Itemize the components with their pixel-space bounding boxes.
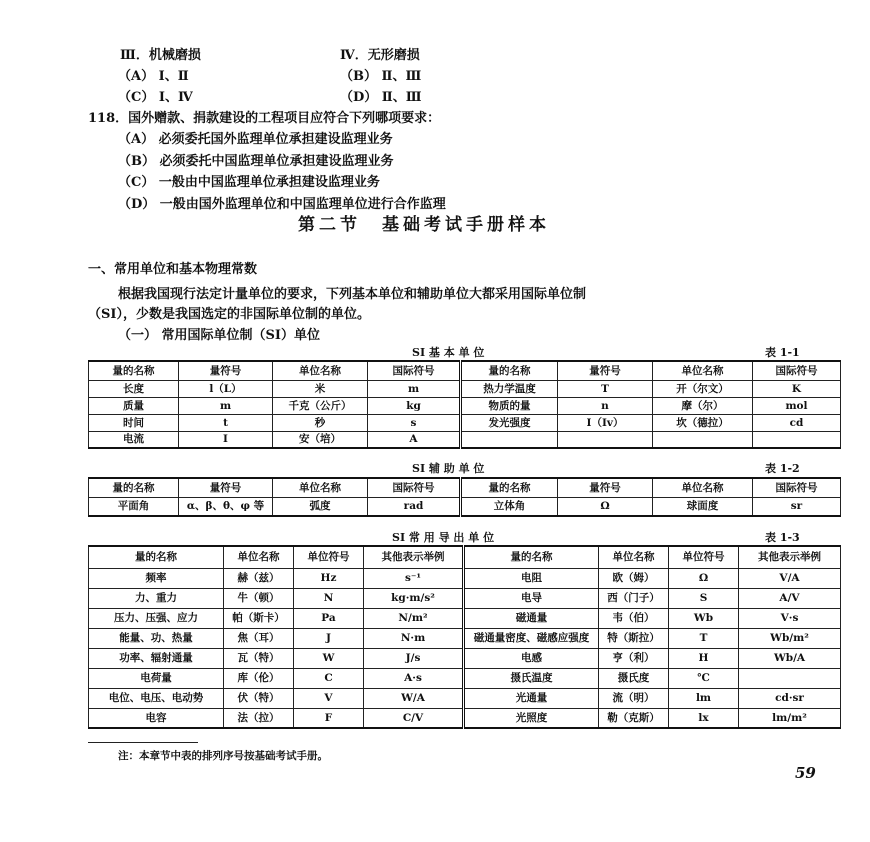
table-cell: 流（明） — [599, 688, 669, 708]
table-cell: 热力学温度 — [461, 380, 558, 397]
column-header: 其他表示举例 — [364, 546, 464, 568]
table-cell: 球面度 — [653, 497, 753, 516]
column-header: 量符号 — [179, 361, 273, 380]
table-cell: 瓦（特） — [224, 648, 294, 668]
table-cell: 伏（特） — [224, 688, 294, 708]
column-header: 单位符号 — [294, 546, 364, 568]
column-header: 量符号 — [179, 478, 273, 497]
table-cell: s⁻¹ — [364, 568, 464, 588]
table-cell: A — [368, 431, 461, 448]
choice-b: （B） Ⅱ、Ⅲ — [340, 69, 422, 84]
table-cell: 压力、压强、应力 — [89, 608, 224, 628]
table-cell — [653, 431, 753, 448]
table-cell: Hz — [294, 568, 364, 588]
table-row — [89, 688, 841, 708]
table-si-derived-units — [88, 545, 841, 729]
choice-d: （D） Ⅱ、Ⅲ — [340, 90, 422, 105]
table-cell: 电导 — [464, 588, 599, 608]
table-cell: 磁通量 — [464, 608, 599, 628]
paragraph-line-1: 根据我国现行法定计量单位的要求，下列基本单位和辅助单位大都采用国际单位制 — [118, 287, 587, 302]
table-cell: T — [558, 380, 653, 397]
table-cell: lm — [669, 688, 739, 708]
table-cell: 光照度 — [464, 708, 599, 728]
table-cell: 弧度 — [273, 497, 368, 516]
table-cell: F — [294, 708, 364, 728]
table-1-2-number: 表 1-2 — [765, 462, 800, 475]
table-cell: W — [294, 648, 364, 668]
table-cell: 立体角 — [461, 497, 558, 516]
table-cell: 功率、辐射通量 — [89, 648, 224, 668]
table-header-row — [89, 361, 841, 380]
table-cell: 电感 — [464, 648, 599, 668]
table-cell: 磁通量密度、磁感应强度 — [464, 628, 599, 648]
subheading-si-units: （一） 常用国际单位制（SI）单位 — [118, 328, 320, 343]
table-cell: 赫（兹） — [224, 568, 294, 588]
table-cell: Ω — [558, 497, 653, 516]
table-row — [89, 708, 841, 728]
q118-b: （B） 必须委托中国监理单位承担建设监理业务 — [118, 154, 394, 169]
column-header: 单位名称 — [273, 361, 368, 380]
table-cell: kg — [368, 397, 461, 414]
table-row — [89, 431, 841, 448]
column-header: 量的名称 — [461, 361, 558, 380]
table-cell: 秒 — [273, 414, 368, 431]
table-cell: 坎（德拉） — [653, 414, 753, 431]
column-header: 国际符号 — [368, 361, 461, 380]
table-cell: 力、重力 — [89, 588, 224, 608]
footnote-divider — [88, 742, 198, 743]
column-header: 量的名称 — [461, 478, 558, 497]
table-cell: 特（斯拉） — [599, 628, 669, 648]
table-cell: I（Iv） — [558, 414, 653, 431]
table-cell: l（L） — [179, 380, 273, 397]
paragraph-line-2: （SI），少数是我国选定的非国际单位制的单位。 — [88, 307, 370, 322]
q118-d: （D） 一般由国外监理单位和中国监理单位进行合作监理 — [118, 197, 446, 212]
heading-1: 一、常用单位和基本物理常数 — [88, 262, 258, 277]
table-cell: 光通量 — [464, 688, 599, 708]
column-header: 量的名称 — [89, 478, 179, 497]
column-header: 量符号 — [558, 478, 653, 497]
table-cell: V/A — [739, 568, 841, 588]
table-cell: 摄氏温度 — [464, 668, 599, 688]
table-cell: Pa — [294, 608, 364, 628]
table-cell: 西（门子） — [599, 588, 669, 608]
table-cell — [739, 668, 841, 688]
table-1-1-title: SI 基 本 单 位 — [412, 346, 485, 359]
table-cell: C — [294, 668, 364, 688]
table-row — [89, 568, 841, 588]
table-cell: J — [294, 628, 364, 648]
column-header: 量的名称 — [464, 546, 599, 568]
table-cell: 质量 — [89, 397, 179, 414]
table-row — [89, 668, 841, 688]
table-cell: n — [558, 397, 653, 414]
table-cell: 开（尔文） — [653, 380, 753, 397]
table-cell: N — [294, 588, 364, 608]
table-1-2-title: SI 辅 助 单 位 — [412, 462, 485, 475]
table-1-3-title: SI 常 用 导 出 单 位 — [392, 531, 495, 544]
table-cell: H — [669, 648, 739, 668]
table-cell: mol — [753, 397, 841, 414]
table-cell — [558, 431, 653, 448]
section-title: 第二节 基础考试手册样本 — [298, 215, 550, 235]
table-cell: Wb — [669, 608, 739, 628]
table-cell: J/s — [364, 648, 464, 668]
table-row — [89, 397, 841, 414]
table-cell: ℃ — [669, 668, 739, 688]
table-cell: Wb/A — [739, 648, 841, 668]
table-cell: 电荷量 — [89, 668, 224, 688]
question-118: 118．国外赠款、捐款建设的工程项目应符合下列哪项要求： — [88, 111, 441, 126]
table-cell: N·m — [364, 628, 464, 648]
table-cell: 欧（姆） — [599, 568, 669, 588]
table-cell: 电位、电压、电动势 — [89, 688, 224, 708]
table-row — [89, 648, 841, 668]
option-iv: Ⅳ．无形磨损 — [340, 48, 420, 63]
column-header: 量的名称 — [89, 546, 224, 568]
table-row — [89, 414, 841, 431]
column-header: 国际符号 — [368, 478, 461, 497]
table-row — [89, 497, 841, 516]
table-1-1-number: 表 1-1 — [765, 346, 800, 359]
column-header: 单位名称 — [224, 546, 294, 568]
table-cell: I — [179, 431, 273, 448]
column-header: 国际符号 — [753, 478, 841, 497]
page-number: 59 — [795, 764, 816, 782]
choice-c: （C） Ⅰ、Ⅳ — [118, 90, 193, 105]
table-cell: 安（培） — [273, 431, 368, 448]
table-cell — [461, 431, 558, 448]
table-cell: 能量、功、热量 — [89, 628, 224, 648]
table-cell: 摩（尔） — [653, 397, 753, 414]
table-cell: α、β、θ、φ 等 — [179, 497, 273, 516]
table-cell: 电容 — [89, 708, 224, 728]
table-cell: C/V — [364, 708, 464, 728]
table-si-base-units — [88, 360, 841, 449]
table-cell: W/A — [364, 688, 464, 708]
table-1-3-number: 表 1-3 — [765, 531, 800, 544]
table-row — [89, 608, 841, 628]
column-header: 量的名称 — [89, 361, 179, 380]
column-header: 单位名称 — [599, 546, 669, 568]
table-cell: A·s — [364, 668, 464, 688]
table-cell: A/V — [739, 588, 841, 608]
table-cell: 千克（公斤） — [273, 397, 368, 414]
table-cell: 电阻 — [464, 568, 599, 588]
table-cell: 物质的量 — [461, 397, 558, 414]
column-header: 量符号 — [558, 361, 653, 380]
table-cell: 勒（克斯） — [599, 708, 669, 728]
footnote: 注：本章节中表的排列序号按基础考试手册。 — [118, 750, 328, 762]
option-iii: Ⅲ．机械磨损 — [120, 48, 201, 63]
table-cell: 长度 — [89, 380, 179, 397]
table-cell: lx — [669, 708, 739, 728]
table-cell: 法（拉） — [224, 708, 294, 728]
table-cell: sr — [753, 497, 841, 516]
table-cell: Ω — [669, 568, 739, 588]
table-cell: cd — [753, 414, 841, 431]
table-cell: Wb/m² — [739, 628, 841, 648]
table-cell: S — [669, 588, 739, 608]
table-cell: 帕（斯卡） — [224, 608, 294, 628]
table-cell: kg·m/s² — [364, 588, 464, 608]
table-cell: 发光强度 — [461, 414, 558, 431]
column-header: 单位名称 — [653, 361, 753, 380]
table-cell: 电流 — [89, 431, 179, 448]
table-header-row — [89, 478, 841, 497]
table-cell: cd·sr — [739, 688, 841, 708]
table-cell: 平面角 — [89, 497, 179, 516]
table-row — [89, 628, 841, 648]
table-cell: s — [368, 414, 461, 431]
table-cell: lm/m² — [739, 708, 841, 728]
table-si-supplementary-units — [88, 477, 841, 517]
table-row — [89, 588, 841, 608]
table-cell: 韦（伯） — [599, 608, 669, 628]
table-cell: m — [179, 397, 273, 414]
table-cell: 米 — [273, 380, 368, 397]
table-row — [89, 380, 841, 397]
q118-a: （A） 必须委托国外监理单位承担建设监理业务 — [118, 132, 393, 147]
table-cell: rad — [368, 497, 461, 516]
table-cell: N/m² — [364, 608, 464, 628]
table-cell: m — [368, 380, 461, 397]
table-cell: 摄氏度 — [599, 668, 669, 688]
q118-c: （C） 一般由中国监理单位承担建设监理业务 — [118, 175, 380, 190]
column-header: 国际符号 — [753, 361, 841, 380]
column-header: 其他表示举例 — [739, 546, 841, 568]
table-cell: 牛（顿） — [224, 588, 294, 608]
table-cell: 库（伦） — [224, 668, 294, 688]
table-cell: K — [753, 380, 841, 397]
column-header: 单位名称 — [653, 478, 753, 497]
table-header-row — [89, 546, 841, 568]
table-cell — [753, 431, 841, 448]
column-header: 单位名称 — [273, 478, 368, 497]
table-cell: 频率 — [89, 568, 224, 588]
column-header: 单位符号 — [669, 546, 739, 568]
choice-a: （A） Ⅰ、Ⅱ — [118, 69, 189, 84]
table-cell: 时间 — [89, 414, 179, 431]
table-cell: t — [179, 414, 273, 431]
table-cell: V — [294, 688, 364, 708]
table-cell: 焦（耳） — [224, 628, 294, 648]
table-cell: V·s — [739, 608, 841, 628]
table-cell: 亨（利） — [599, 648, 669, 668]
table-cell: T — [669, 628, 739, 648]
